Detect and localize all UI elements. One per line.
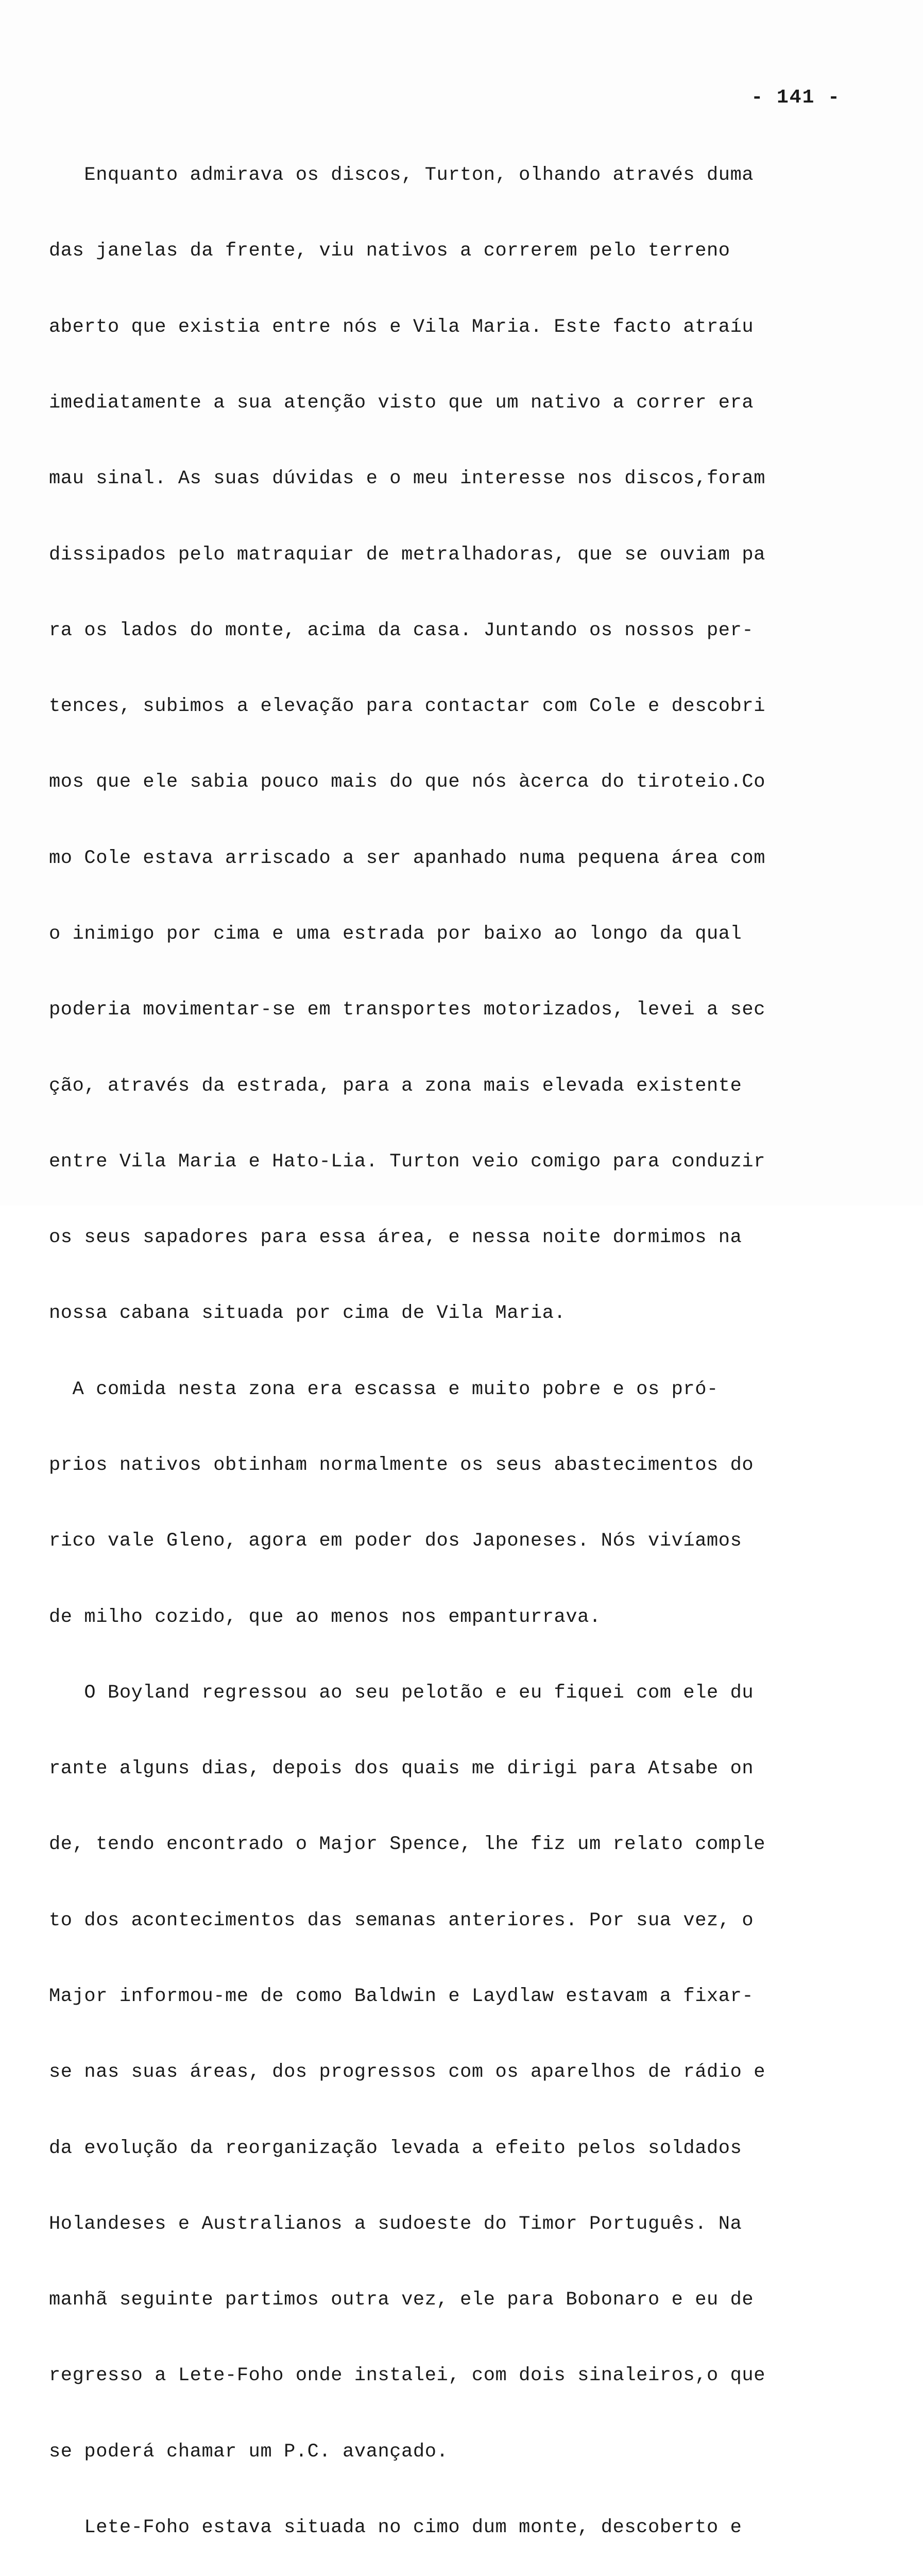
text-line: aberto que existia entre nós e Vila Maria. Este facto atraíu: [49, 316, 754, 338]
text-line: tences, subimos a elevação para contactar com Cole e descobri: [49, 696, 766, 718]
text-line: dissipados pelo matraquiar de metralhadoras, que se ouviam pa: [49, 544, 766, 566]
text-line: da evolução da reorganização levada a efeito pelos soldados: [49, 2137, 742, 2159]
text-line: O Boyland regressou ao seu pelotão e eu fiquei com ele du: [49, 1682, 754, 1704]
text-line: ra os lados do monte, acima da casa. Juntando os nossos per-: [49, 619, 754, 641]
text-line: mos que ele sabia pouco mais do que nós àcerca do tiroteio.Co: [49, 771, 766, 793]
text-line: A comida nesta zona era escassa e muito pobre e os pró-: [49, 1378, 719, 1400]
text-line: das janelas da frente, viu nativos a correrem pelo terreno: [49, 240, 730, 262]
text-line: ção, através da estrada, para a zona mais elevada existente: [49, 1075, 742, 1097]
text-line: prios nativos obtinham normalmente os seus abastecimentos do: [49, 1454, 754, 1476]
text-line: manhã seguinte partimos outra vez, ele para Bobonaro e eu de: [49, 2289, 754, 2311]
text-line: Major informou-me de como Baldwin e Laydlaw estavam a fixar-: [49, 1985, 754, 2007]
text-line: rante alguns dias, depois dos quais me dirigi para Atsabe on: [49, 1758, 754, 1780]
text-line: os seus sapadores para essa área, e nessa noite dormimos na: [49, 1227, 742, 1249]
text-line: Lete-Foho estava situada no cimo dum monte, descoberto e: [49, 2516, 742, 2538]
text-line: de, tendo encontrado o Major Spence, lhe fiz um relato comple: [49, 1834, 766, 1856]
text-line: se poderá chamar um P.C. avançado.: [49, 2441, 449, 2463]
text-line: nossa cabana situada por cima de Vila Maria.: [49, 1302, 566, 1325]
text-line: rico vale Gleno, agora em poder dos Japoneses. Nós vivíamos: [49, 1530, 742, 1552]
text-line: mo Cole estava arriscado a ser apanhado numa pequena área com: [49, 847, 766, 869]
text-line: o inimigo por cima e uma estrada por baixo ao longo da qual: [49, 923, 742, 945]
text-line: Holandeses e Australianos a sudoeste do Timor Português. Na: [49, 2213, 742, 2235]
text-line: regresso a Lete-Foho onde instalei, com dois sinaleiros,o que: [49, 2365, 766, 2387]
text-line: imediatamente a sua atenção visto que um nativo a correr era: [49, 392, 754, 414]
body-text: [49, 112, 842, 2576]
text-line: to dos acontecimentos das semanas anteriores. Por sua vez, o: [49, 1909, 754, 1931]
text-line: Enquanto admirava os discos, Turton, olhando através duma: [49, 164, 754, 187]
text-line: de milho cozido, que ao menos nos empanturrava.: [49, 1606, 601, 1628]
text-line: entre Vila Maria e Hato-Lia. Turton veio comigo para conduzir: [49, 1150, 766, 1173]
text-line: mau sinal. As suas dúvidas e o meu interesse nos discos,foram: [49, 468, 766, 490]
text-line: se nas suas áreas, dos progressos com os aparelhos de rádio e: [49, 2061, 766, 2083]
page-number: - 141 -: [751, 87, 841, 109]
text-line: poderia movimentar-se em transportes motorizados, levei a sec: [49, 999, 766, 1021]
